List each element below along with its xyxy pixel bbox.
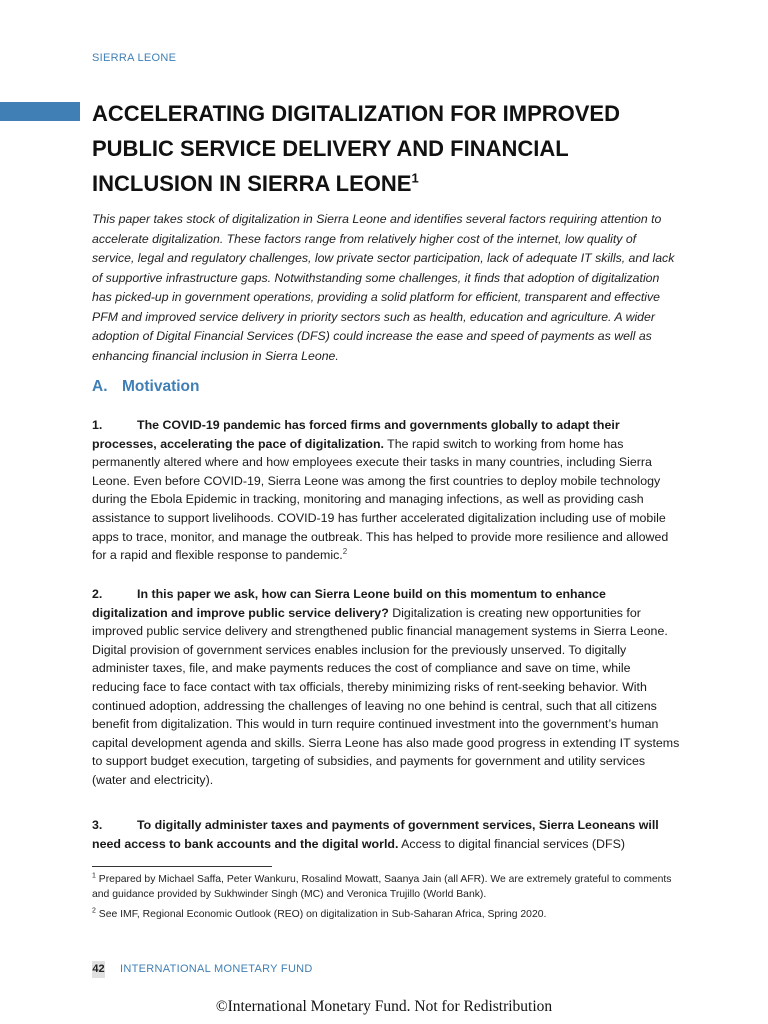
paragraph-2 bbox=[92, 585, 680, 790]
section-heading bbox=[92, 378, 200, 396]
footnote-divider bbox=[92, 866, 272, 867]
title-footnote-mark[interactable]: 1 bbox=[411, 170, 419, 186]
page-number: 42 bbox=[92, 961, 105, 978]
paragraph-lead: The COVID-19 pandemic has forced firms and governments globally to adapt their processes, accelerating the pace of digitalization. bbox=[92, 418, 620, 451]
paragraph-body: Digitalization is creating new opportunities for improved public service delivery and strengthened public financial management systems in Sierra Leone. Digital provision of government services enables inclusion for the previously unserved. To digitally administer taxes, file, and make payments reduces the cost of compliance and save on time, while reducing face to face contact with tax officials, thereby minimizing risks of rent-seeking behavior. With continued adoption, addressing the challenges of leaving no one behind is central, such that all citizens benefit from digitalization. This would in turn require continued investment into the government’s human capital development agenda and skills. Sierra Leone has also made good progress in extending IT systems to support budget execution, targeting of subsidies, and payments for government and utility services (water and electricity). bbox=[92, 605, 680, 787]
paragraph-body: The rapid switch to working from home has permanently altered where and how employees execute their tasks in many countries, including Sierra Leone. Even before COVID-19, Sierra Leone was among the first countries to deploy mobile technology during the Ebola Epidemic in tracking, monitoring and managing infections, as well as providing cash assistance to support livelihoods. COVID-19 has further accelerated digitalization including use of mobile apps to trace, monitor, and manage the outbreak. This has helped to provide more resilience and allowed for a rapid and flexible response to pandemic. bbox=[92, 436, 669, 563]
page-title-text: ACCELERATING DIGITALIZATION FOR IMPROVED PUBLIC SERVICE DELIVERY AND FINANCIAL INCLUSION IN SIERRA LEONE bbox=[92, 101, 620, 196]
running-head: SIERRA LEONE bbox=[92, 52, 177, 64]
paragraph-number: 2. bbox=[92, 587, 103, 601]
paragraph-number: 1. bbox=[92, 418, 103, 432]
page-title bbox=[92, 96, 692, 201]
title-accent-bar bbox=[0, 102, 80, 121]
section-letter: A. bbox=[92, 378, 108, 395]
footnote-2 bbox=[92, 907, 672, 922]
copyright-notice: ©International Monetary Fund. Not for Redistribution bbox=[215, 998, 553, 1015]
footnote-text: Prepared by Michael Saffa, Peter Wankuru, Rosalind Mowatt, Saanya Jain (all AFR). We are extremely grateful to comments and guidance provided by Sukhwinder Singh (MC) and Veronica Trujillo (World Bank). bbox=[92, 874, 672, 900]
paragraph-body: Access to digital financial services (DFS) bbox=[398, 836, 625, 851]
abstract: This paper takes stock of digitalization in Sierra Leone and identifies several factors requiring attention to accelerate digitalization. These factors range from relatively higher cost of the internet, low quality of service, legal and regulatory challenges, low private sector participation, lack of adequate IT skills, and lack of supportive infrastructure gaps. Notwithstanding some challenges, it finds that adoption of digitalization has picked-up in government operations, providing a solid platform for efficient, transparent and effective PFM and improved service delivery in priority sectors such as health, education and agriculture. A wider adoption of Digital Financial Services (DFS) could increase the ease and speed of payments as well as enhancing financial inclusion in Sierra Leone. bbox=[92, 212, 675, 363]
footnote-1 bbox=[92, 872, 672, 902]
footer-publisher: INTERNATIONAL MONETARY FUND bbox=[120, 963, 313, 975]
paragraph-3 bbox=[92, 816, 680, 853]
footnote-ref-2[interactable]: 2 bbox=[342, 547, 348, 557]
footnote-mark: 1 bbox=[92, 872, 96, 880]
paragraph-number: 3. bbox=[92, 818, 103, 832]
paragraph-lead: In this paper we ask, how can Sierra Leone build on this momentum to enhance digitalization and improve public service delivery? bbox=[92, 587, 606, 620]
footnote-mark: 2 bbox=[92, 907, 96, 915]
footnote-text: See IMF, Regional Economic Outlook (REO) on digitalization in Sub-Saharan Africa, Spring 2020. bbox=[95, 909, 547, 920]
paragraph-lead: To digitally administer taxes and payments of government services, Sierra Leoneans will need access to bank accounts and the digital world. bbox=[92, 818, 659, 851]
paragraph-1 bbox=[92, 416, 680, 565]
section-title: Motivation bbox=[122, 378, 200, 395]
